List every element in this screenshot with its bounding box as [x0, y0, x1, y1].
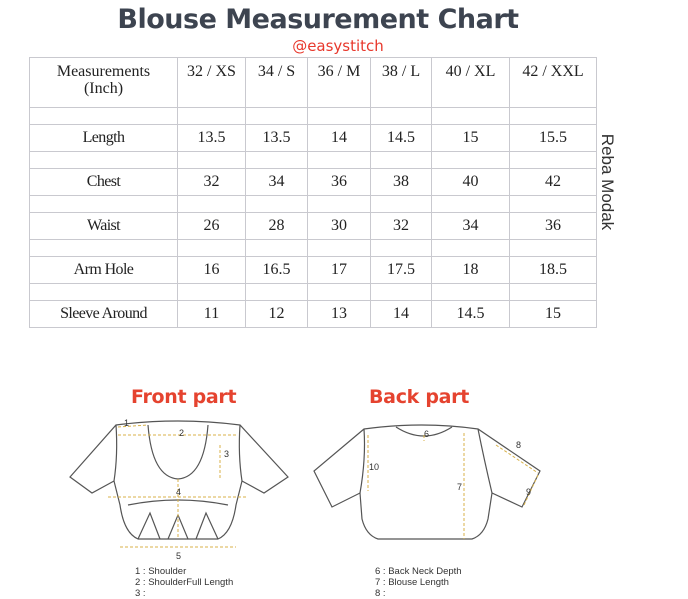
table-cell: 32 — [178, 169, 246, 196]
row-label: Length — [30, 125, 178, 152]
table-spacer-cell — [371, 240, 432, 257]
marker-9: 9 — [526, 487, 532, 497]
marker-6: 6 — [424, 429, 430, 439]
table-spacer-cell — [432, 240, 510, 257]
table-cell: 18 — [432, 257, 510, 284]
table-cell: 18.5 — [510, 257, 597, 284]
header-measurements-line1: Measurements — [56, 63, 151, 80]
marker-10: 10 — [369, 462, 380, 472]
table-cell: 32 — [371, 213, 432, 240]
table-spacer-cell — [510, 152, 597, 169]
table-spacer-cell — [432, 152, 510, 169]
marker-2: 2 — [179, 428, 185, 438]
legend-item: 2 : ShoulderFull Length — [135, 577, 234, 588]
table-row — [30, 169, 597, 196]
table-spacer-cell — [178, 240, 246, 257]
table-spacer-cell — [510, 284, 597, 301]
table-cell: 26 — [178, 213, 246, 240]
front-neckline — [148, 425, 208, 479]
marker-8: 8 — [516, 440, 522, 450]
table-cell: 36 — [308, 169, 371, 196]
table-spacer-cell — [510, 240, 597, 257]
table-spacer-cell — [308, 240, 371, 257]
table-spacer-cell — [30, 108, 178, 125]
table-spacer-row — [30, 152, 597, 169]
header-size: 36 / M — [308, 58, 371, 108]
back-blouse-diagram — [312, 415, 544, 555]
header-measurements — [30, 58, 178, 108]
table-cell: 14 — [371, 301, 432, 328]
table-spacer-cell — [308, 196, 371, 213]
table-spacer-cell — [432, 284, 510, 301]
legend-item: 3 : — [135, 588, 146, 599]
table-cell: 17 — [308, 257, 371, 284]
table-spacer-cell — [246, 240, 308, 257]
table-spacer-cell — [308, 284, 371, 301]
table-spacer-cell — [371, 108, 432, 125]
header-measurements-line2: (Inch) — [83, 80, 124, 97]
table-spacer-cell — [30, 152, 178, 169]
table-spacer-cell — [308, 152, 371, 169]
table-row — [30, 213, 597, 240]
table-spacer-cell — [178, 152, 246, 169]
legend-item: 1 : Shoulder — [135, 566, 187, 577]
marker-4: 4 — [176, 487, 182, 497]
table-spacer-cell — [30, 240, 178, 257]
table-cell: 13 — [308, 301, 371, 328]
table-cell: 30 — [308, 213, 371, 240]
back-left-sleeve-seam — [360, 429, 365, 493]
table-cell: 17.5 — [371, 257, 432, 284]
table-spacer-cell — [308, 108, 371, 125]
legend-item: 6 : Back Neck Depth — [375, 566, 462, 577]
table-spacer-row — [30, 108, 597, 125]
table-spacer-cell — [371, 284, 432, 301]
table-row — [30, 301, 597, 328]
table-cell: 13.5 — [178, 125, 246, 152]
front-blouse-diagram — [68, 415, 298, 561]
chart-title: Blouse Measurement Chart — [117, 4, 519, 35]
table-spacer-cell — [510, 196, 597, 213]
table-spacer-row — [30, 240, 597, 257]
table-cell: 12 — [246, 301, 308, 328]
table-spacer-cell — [432, 108, 510, 125]
designer-name: Reba Modak — [598, 133, 617, 231]
header-size: 32 / XS — [178, 58, 246, 108]
legend-item: 7 : Blouse Length — [375, 577, 449, 588]
table-cell: 28 — [246, 213, 308, 240]
table-cell: 15 — [432, 125, 510, 152]
back-legend — [375, 566, 462, 599]
row-label: Arm Hole — [30, 257, 178, 284]
front-left-sleeve-seam — [114, 425, 117, 481]
header-size: 42 / XXL — [510, 58, 597, 108]
header-size: 38 / L — [371, 58, 432, 108]
back-body-outline — [314, 425, 540, 539]
table-spacer-row — [30, 196, 597, 213]
table-cell: 14.5 — [371, 125, 432, 152]
table-spacer-cell — [510, 108, 597, 125]
table-cell: 13.5 — [246, 125, 308, 152]
row-label: Waist — [30, 213, 178, 240]
table-cell: 15 — [510, 301, 597, 328]
table-spacer-cell — [30, 196, 178, 213]
marker-7: 7 — [457, 482, 463, 492]
table-cell: 42 — [510, 169, 597, 196]
table-spacer-cell — [432, 196, 510, 213]
table-spacer-row — [30, 284, 597, 301]
front-legend — [135, 566, 233, 599]
table-cell: 14.5 — [432, 301, 510, 328]
table-cell: 16.5 — [246, 257, 308, 284]
table-cell: 14 — [308, 125, 371, 152]
guide-shoulder — [118, 425, 148, 427]
table-header-row — [30, 58, 597, 108]
table-cell: 36 — [510, 213, 597, 240]
back-right-sleeve-seam — [478, 429, 492, 493]
header-size: 34 / S — [246, 58, 308, 108]
front-right-sleeve-seam — [239, 425, 242, 481]
table-cell: 38 — [371, 169, 432, 196]
table-cell: 40 — [432, 169, 510, 196]
table-spacer-cell — [371, 152, 432, 169]
legend-item: 8 : — [375, 588, 386, 599]
table-spacer-cell — [178, 108, 246, 125]
measurement-table — [29, 57, 597, 328]
back-part-title: Back part — [369, 386, 469, 408]
table-spacer-cell — [246, 284, 308, 301]
table-spacer-cell — [30, 284, 178, 301]
brand-handle: @easystitch — [292, 37, 384, 55]
table-cell: 34 — [432, 213, 510, 240]
front-part-title: Front part — [131, 386, 237, 408]
row-label: Chest — [30, 169, 178, 196]
marker-3: 3 — [224, 449, 230, 459]
table-cell: 34 — [246, 169, 308, 196]
table-cell: 16 — [178, 257, 246, 284]
table-cell: 11 — [178, 301, 246, 328]
table-cell: 15.5 — [510, 125, 597, 152]
table-spacer-cell — [178, 284, 246, 301]
marker-1: 1 — [124, 418, 130, 428]
marker-5: 5 — [176, 551, 182, 561]
table-spacer-cell — [371, 196, 432, 213]
header-size: 40 / XL — [432, 58, 510, 108]
table-row — [30, 257, 597, 284]
front-body-outline — [70, 421, 288, 539]
table-spacer-cell — [246, 152, 308, 169]
table-spacer-cell — [246, 196, 308, 213]
table-spacer-cell — [178, 196, 246, 213]
table-row — [30, 125, 597, 152]
table-spacer-cell — [246, 108, 308, 125]
row-label: Sleeve Around — [30, 301, 178, 328]
